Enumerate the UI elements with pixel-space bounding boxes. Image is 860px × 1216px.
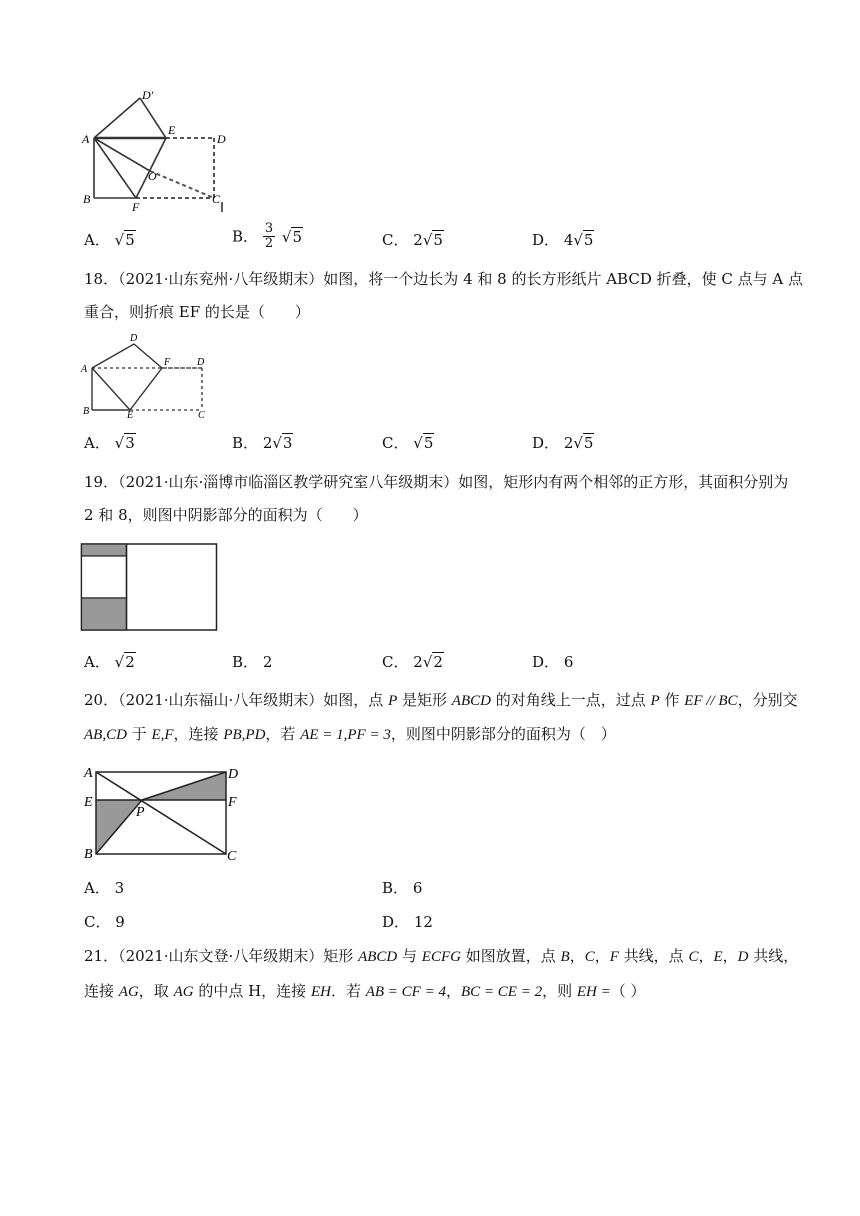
q17-label-b: B <box>83 192 91 206</box>
sqrt-expression: √3 <box>272 434 293 452</box>
q18-option-c[interactable]: C． √5 <box>382 434 434 452</box>
fraction: $\frac{3}{2}$ <box>264 221 274 251</box>
sqrt-expression: √5 <box>573 434 594 452</box>
sqrt-expression: √5 <box>114 231 135 249</box>
sqrt-expression: √5 <box>573 231 594 249</box>
q18-option-d[interactable]: D． 2√5 <box>532 434 594 452</box>
q20-label-c: C <box>227 849 237 862</box>
sqrt-expression: √5 <box>281 227 302 246</box>
q19-option-a[interactable]: A． √2 <box>84 653 135 671</box>
q21-stem-line1: 21．（2021·山东文登·八年级期末）矩形 ABCD 与 ECFG 如图放置，点 B，C，F 共线，点 C，E，D 共线， <box>84 947 799 965</box>
q20-stem-line2: AB,CD 于 E,F，连接 PB,PD，若 AE = 1,PF = 3，则图中阴影部分的面积为（ ） <box>84 725 616 743</box>
q20-stem-line1: 20．（2021·山东福山·八年级期末）如图，点 P 是矩形 ABCD 的对角线上一点，过点 P 作 EF // BC，分别交 <box>84 691 798 709</box>
q19-figure <box>80 542 220 634</box>
q18-option-b[interactable]: B． 2√3 <box>232 434 293 452</box>
q17-option-d[interactable]: D． 4√5 <box>532 231 594 249</box>
q20-label-p: P <box>136 805 145 820</box>
sqrt-expression: √2 <box>422 653 443 671</box>
q20-label-f: F <box>228 795 237 810</box>
q17-option-a[interactable]: A． √5 <box>84 231 135 249</box>
q18-label-c: C <box>198 410 205 420</box>
q17-label-f: F <box>132 200 140 214</box>
q19-option-d[interactable]: D． 6 <box>532 653 574 671</box>
q18-stem-line2: 重合，则折痕 EF 的长是（ ） <box>84 303 310 321</box>
sqrt-expression: √5 <box>422 231 443 249</box>
q18-label-b: B <box>83 406 90 417</box>
q18-stem-line1: 18．（2021·山东兖州·八年级期末）如图，将一个边长为 4 和 8 的长方形纸片 ABCD 折叠，使 C 点与 A 点 <box>84 270 804 288</box>
q19-option-c[interactable]: C． 2√2 <box>382 653 443 671</box>
q21-stem-line2: 连接 AG，取 AG 的中点 H，连接 EH．若 AB = CF = 4，BC = CE = 2，则 EH =（ ） <box>84 982 646 1000</box>
sqrt-expression: √5 <box>413 434 434 452</box>
sqrt-expression: √3 <box>114 434 135 452</box>
q20-label-a: A <box>84 766 93 781</box>
q17-figure <box>80 86 240 216</box>
q17-label-o: O <box>148 169 157 183</box>
q17-option-b[interactable]: B． $\frac{3}{2}$ √5 <box>232 221 302 251</box>
q20-label-b: B <box>84 847 93 862</box>
q17-option-c[interactable]: C． 2√5 <box>382 231 443 249</box>
q18-label-e: E <box>127 410 134 420</box>
q18-figure <box>80 330 210 420</box>
q17-label-d: D <box>217 132 226 146</box>
q19-stem-line2: 2 和 8，则图中阴影部分的面积为（ ） <box>84 506 368 524</box>
q20-option-d[interactable]: D． 12 <box>382 913 433 931</box>
q20-label-d: D <box>228 767 239 782</box>
q20-option-a[interactable]: A． 3 <box>84 879 125 897</box>
q17-label-a: A <box>82 132 90 146</box>
q18-label-f: F <box>164 357 171 368</box>
q20-figure <box>82 762 242 862</box>
sqrt-expression: √2 <box>114 653 135 671</box>
q18-label-d: D <box>130 333 138 344</box>
q17-label-c: C <box>212 192 221 206</box>
q20-label-e: E <box>84 795 93 810</box>
q20-option-c[interactable]: C． 9 <box>84 913 125 931</box>
q18-label-d2: D <box>197 357 205 368</box>
q18-option-a[interactable]: A． √3 <box>84 434 135 452</box>
q19-option-b[interactable]: B． 2 <box>232 653 273 671</box>
q17-label-dprime: D' <box>142 88 154 102</box>
q17-label-e: E <box>168 123 176 137</box>
q20-option-b[interactable]: B． 6 <box>382 879 423 897</box>
q19-stem-line1: 19．（2021·山东·淄博市临淄区教学研究室八年级期末）如图，矩形内有两个相邻的正方形，其面积分别为 <box>84 473 789 491</box>
q18-label-a: A <box>81 364 88 375</box>
